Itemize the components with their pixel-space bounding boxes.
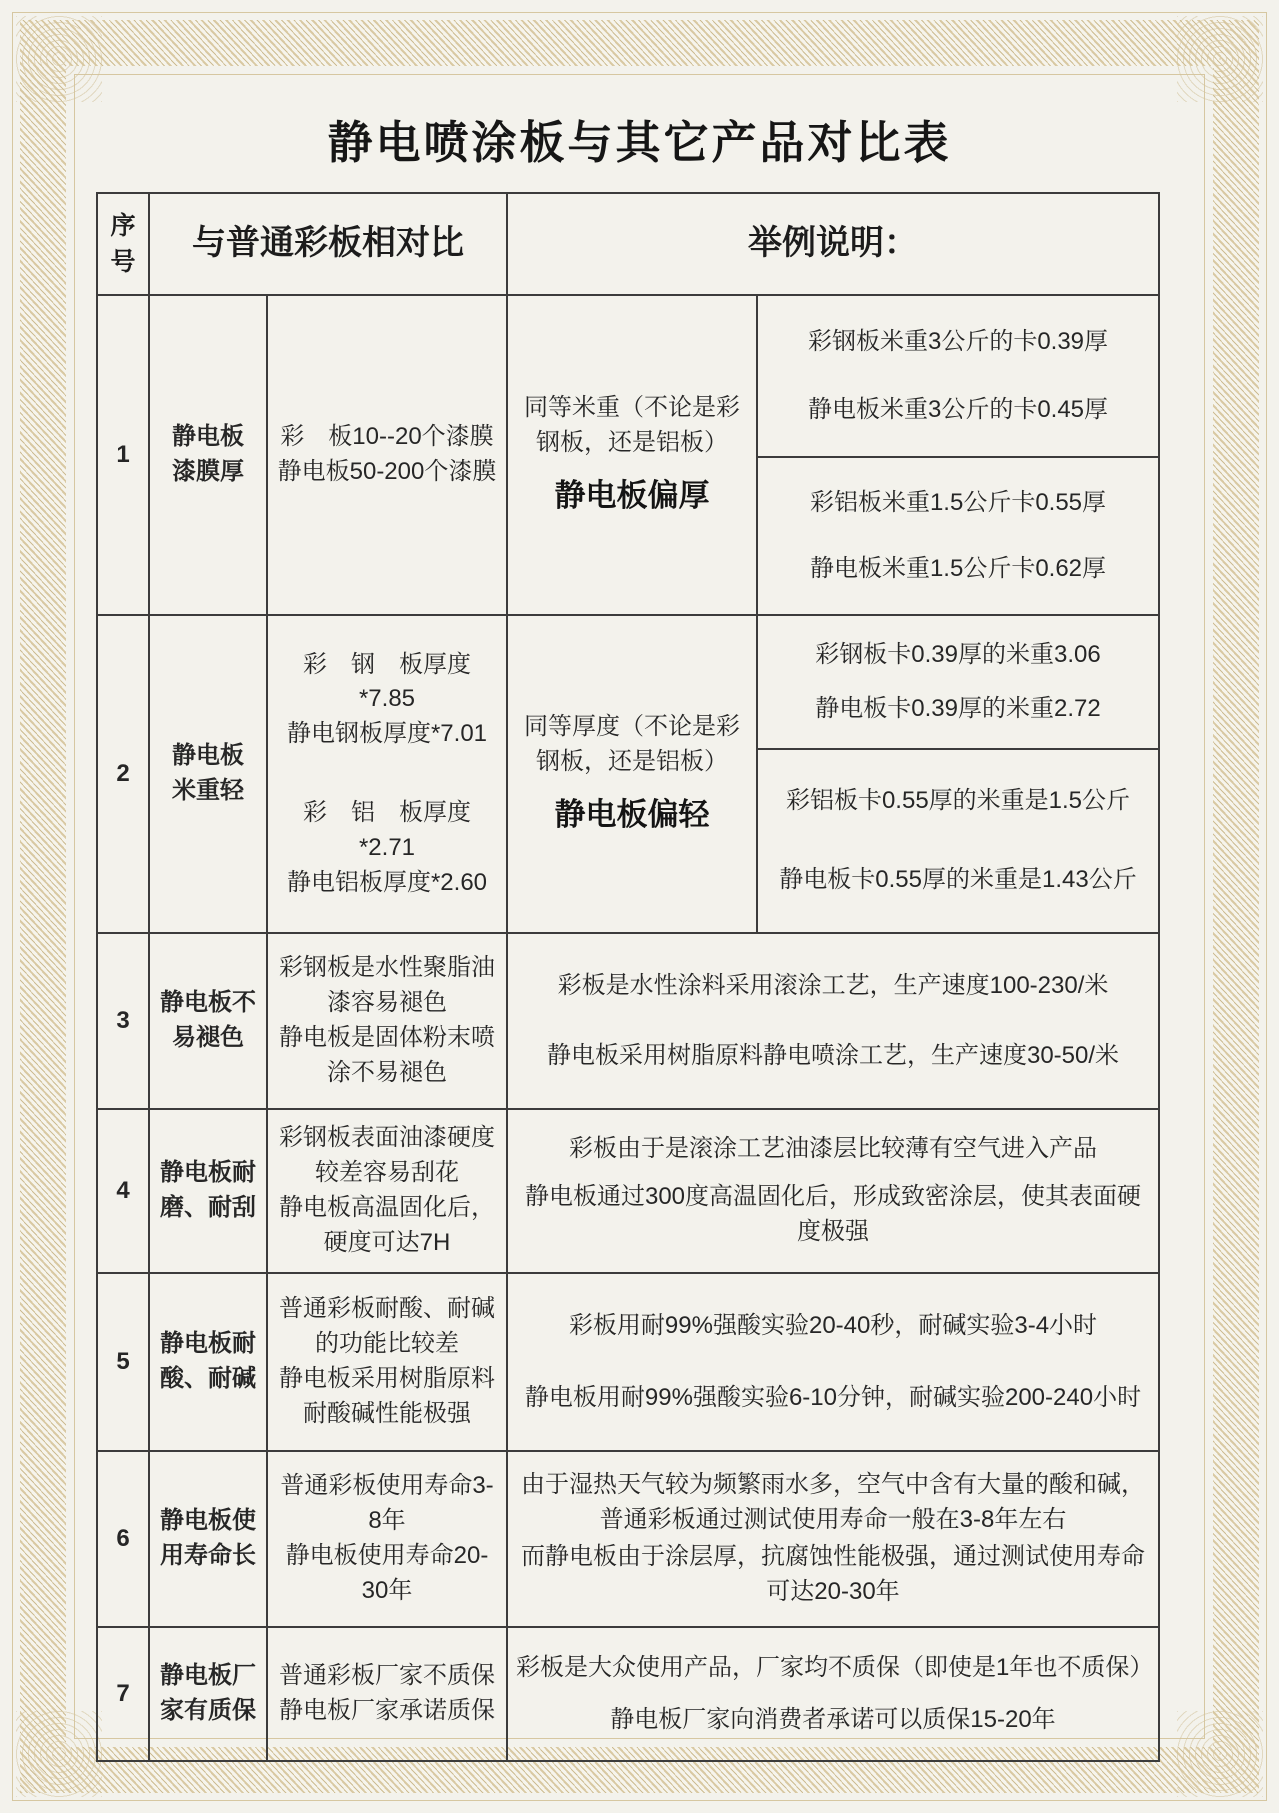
example-line: 静电板卡0.55厚的米重是1.43公斤 <box>779 866 1137 894</box>
example-line: 彩板用耐99%强酸实验20-40秒，耐碱实验3-4小时 <box>568 1311 1098 1339</box>
table-row <box>97 1273 1159 1451</box>
cell-feature <box>149 933 267 1109</box>
cell-examples <box>507 1451 1159 1627</box>
cell-description <box>267 1273 507 1451</box>
cell-feature <box>149 1109 267 1273</box>
equivalence-text: 同等厚度（不论是彩钢板，还是铝板） <box>524 712 740 775</box>
feature-line: 磨、耐刮 <box>160 1194 256 1221</box>
cell-equivalence <box>507 615 757 933</box>
example-line: 彩板由于是滚涂工艺油漆层比较薄有空气进入产品 <box>569 1135 1097 1163</box>
desc-line: 普通彩板厂家不质保 <box>279 1662 495 1690</box>
cell-no: 5 <box>97 1273 149 1451</box>
cell-examples <box>507 1109 1159 1273</box>
cell-example-group <box>757 295 1159 457</box>
cell-example-group <box>757 749 1159 933</box>
desc-line: 静电板厂家承诺质保 <box>279 1697 495 1724</box>
page-title: 静电喷涂板与其它产品对比表 <box>327 117 952 168</box>
cell-description <box>267 1627 507 1761</box>
desc-line: 静电钢板厚度*7.01 <box>286 720 488 748</box>
example-line: 静电板用耐99%强酸实验6-10分钟，耐碱实验200-240小时 <box>524 1383 1142 1411</box>
cell-example-group <box>757 457 1159 615</box>
table-row <box>97 615 1159 749</box>
cell-feature <box>149 615 267 933</box>
example-line: 静电板米重3公斤的卡0.45厚 <box>807 395 1109 423</box>
equivalence-conclusion: 静电板偏轻 <box>554 797 710 833</box>
cell-examples <box>507 1273 1159 1451</box>
cell-description <box>267 295 507 615</box>
cell-no: 4 <box>97 1109 149 1273</box>
cell-feature <box>149 295 267 615</box>
table-row <box>97 1627 1159 1761</box>
border-corner-ornament <box>1177 1711 1263 1797</box>
example-line: 彩钢板米重3公斤的卡0.39厚 <box>807 327 1109 355</box>
equivalence-text: 同等米重（不论是彩钢板，还是铝板） <box>524 393 740 456</box>
header-cell-examples: 举例说明： <box>507 193 1159 295</box>
cell-no: 3 <box>97 933 149 1109</box>
example-line: 静电板采用树脂原料静电喷涂工艺，生产速度30-50/米 <box>546 1041 1120 1069</box>
desc-line: 普通彩板耐酸、耐碱的功能比较差 <box>279 1295 495 1358</box>
table-row <box>97 933 1159 1109</box>
header-cell-no: 序号 <box>97 193 149 295</box>
cell-description <box>267 1109 507 1273</box>
desc-line: 彩 铝 板厚度*2.71 <box>303 799 471 861</box>
feature-line: 静电板耐 <box>160 1330 256 1358</box>
example-line: 静电板卡0.39厚的米重2.72 <box>815 694 1101 722</box>
desc-line: 彩钢板表面油漆硬度较差容易刮花 <box>279 1124 495 1187</box>
cell-equivalence <box>507 295 757 615</box>
feature-line: 家有质保 <box>160 1697 256 1724</box>
equivalence-conclusion: 静电板偏厚 <box>554 478 710 514</box>
border-corner-ornament <box>16 16 102 102</box>
feature-line: 用寿命长 <box>160 1542 256 1569</box>
desc-line: 彩 钢 板厚度*7.85 <box>303 650 471 713</box>
table-row <box>97 295 1159 457</box>
example-line: 彩铝板米重1.5公斤卡0.55厚 <box>809 488 1107 516</box>
desc-line: 彩 板10--20个漆膜 <box>280 423 494 451</box>
cell-no: 2 <box>97 615 149 933</box>
example-line: 静电板通过300度高温固化后，形成致密涂层，使其表面硬度极强 <box>524 1182 1142 1245</box>
example-line: 彩钢板卡0.39厚的米重3.06 <box>815 640 1101 668</box>
example-line: 静电板米重1.5公斤卡0.62厚 <box>809 554 1107 582</box>
feature-line: 静电板厂 <box>160 1662 256 1690</box>
example-line: 彩板是大众使用产品，厂家均不质保（即使是1年也不质保） <box>516 1653 1154 1681</box>
feature-line: 易褪色 <box>172 1024 244 1051</box>
cell-examples <box>507 933 1159 1109</box>
feature-line: 静电板耐 <box>160 1159 256 1187</box>
cell-feature <box>149 1451 267 1627</box>
cell-description <box>267 933 507 1109</box>
border-corner-ornament <box>1177 16 1263 102</box>
cell-feature <box>149 1273 267 1451</box>
header-cell-compare: 与普通彩板相对比 <box>149 193 507 295</box>
feature-line: 酸、耐碱 <box>160 1365 256 1392</box>
cell-examples <box>507 1627 1159 1761</box>
desc-line: 普通彩板使用寿命3-8年 <box>280 1472 494 1535</box>
feature-line: 静电板使 <box>160 1507 256 1535</box>
table-header-row <box>97 193 1159 295</box>
desc-line: 静电铝板厚度*2.60 <box>286 868 488 896</box>
desc-line: 静电板使用寿命20-30年 <box>285 1542 489 1604</box>
feature-line: 静电板 <box>172 742 244 770</box>
cell-no: 1 <box>97 295 149 615</box>
cell-no: 6 <box>97 1451 149 1627</box>
feature-line: 米重轻 <box>172 777 244 804</box>
table-row <box>97 1451 1159 1627</box>
example-line: 彩铝板卡0.55厚的米重是1.5公斤 <box>785 787 1131 815</box>
feature-line: 静电板 <box>172 423 244 451</box>
desc-line: 静电板50-200个漆膜 <box>277 458 497 485</box>
cell-no: 7 <box>97 1627 149 1761</box>
table-row <box>97 1109 1159 1273</box>
example-line: 静电板厂家向消费者承诺可以质保15-20年 <box>610 1705 1056 1733</box>
example-line: 而静电板由于涂层厚，抗腐蚀性能极强，通过测试使用寿命可达20-30年 <box>521 1543 1145 1605</box>
example-line: 彩板是水性涂料采用滚涂工艺，生产速度100-230/米 <box>557 971 1109 999</box>
comparison-table <box>96 192 1160 1762</box>
cell-example-group <box>757 615 1159 749</box>
desc-line: 静电板高温固化后，硬度可达7H <box>279 1194 495 1256</box>
desc-line: 静电板采用树脂原料耐酸碱性能极强 <box>279 1365 495 1427</box>
feature-line: 漆膜厚 <box>172 458 244 485</box>
cell-feature <box>149 1627 267 1761</box>
example-line: 由于湿热天气较为频繁雨水多，空气中含有大量的酸和碱，普通彩板通过测试使用寿命一般在3-8年左右 <box>521 1471 1145 1533</box>
border-corner-ornament <box>16 1711 102 1797</box>
cell-description <box>267 1451 507 1627</box>
desc-line: 静电板是固体粉末喷涂不易褪色 <box>279 1024 495 1086</box>
feature-line: 静电板不 <box>160 989 256 1017</box>
cell-description <box>267 615 507 933</box>
desc-line: 彩钢板是水性聚脂油漆容易褪色 <box>279 954 495 1017</box>
